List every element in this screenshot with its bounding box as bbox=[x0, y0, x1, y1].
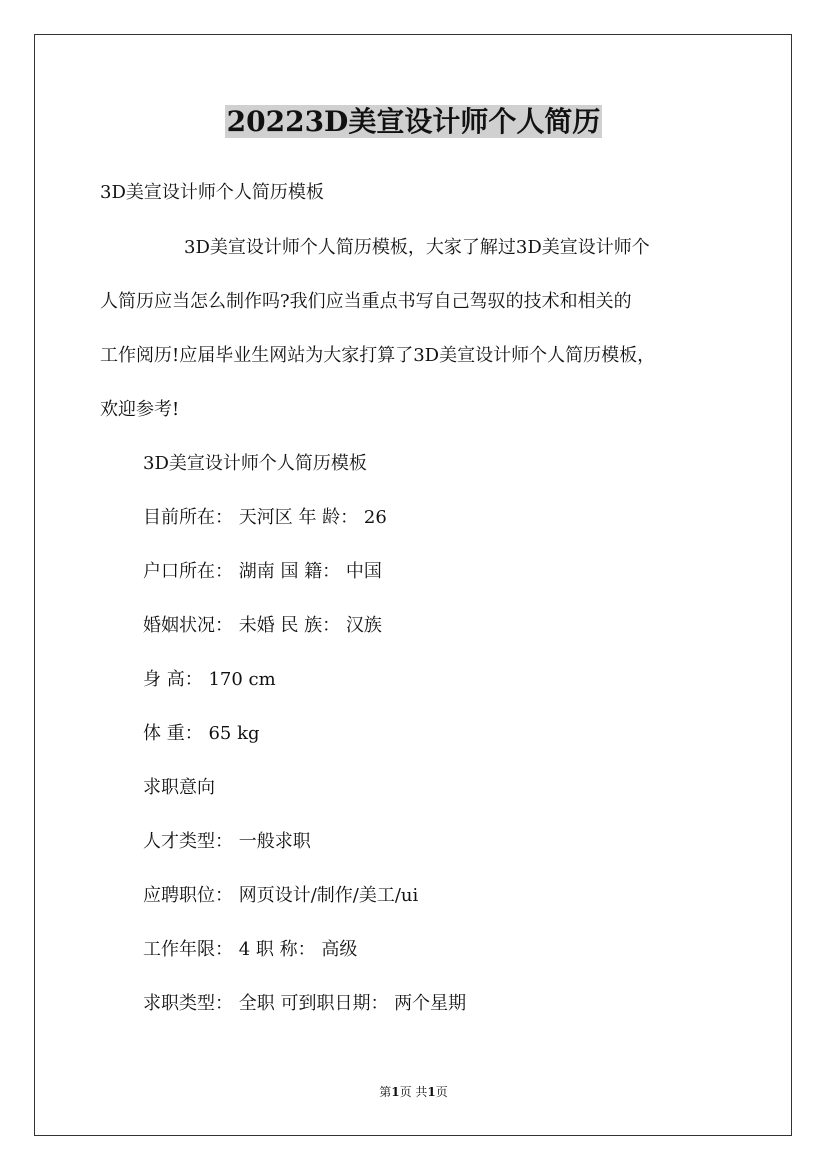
intro-line-4: 欢迎参考! bbox=[100, 399, 180, 420]
info-weight: 体 重： 65 kg bbox=[143, 723, 260, 744]
info-years-title: 工作年限： 4 职 称： 高级 bbox=[143, 939, 358, 960]
page-footer bbox=[0, 1084, 827, 1100]
document-title-text: 20223D美宣设计师个人简历 bbox=[226, 105, 601, 138]
intro-line-3: 工作阅历!应届毕业生网站为大家打算了3D美宣设计师个人简历模板， bbox=[100, 345, 656, 366]
footer-page-total: 1 bbox=[427, 1085, 436, 1099]
section-heading-template: 3D美宣设计师个人简历模板 bbox=[143, 453, 367, 474]
info-location-age: 目前所在： 天河区 年 龄： 26 bbox=[143, 507, 387, 528]
document-title bbox=[0, 100, 827, 144]
intro-line-1: 3D美宣设计师个人简历模板，大家了解过3D美宣设计师个 bbox=[184, 237, 650, 258]
info-talent-type: 人才类型： 一般求职 bbox=[143, 831, 311, 852]
footer-prefix: 第 bbox=[379, 1085, 392, 1099]
info-height: 身 高： 170 cm bbox=[143, 669, 276, 690]
footer-suffix: 页 bbox=[435, 1085, 448, 1099]
info-position: 应聘职位： 网页设计/制作/美工/ui bbox=[143, 885, 419, 906]
info-hukou-nationality: 户口所在： 湖南 国 籍： 中国 bbox=[143, 561, 382, 582]
info-job-type-start: 求职类型： 全职 可到职日期： 两个星期 bbox=[143, 993, 467, 1014]
intro-line-2: 人简历应当怎么制作吗?我们应当重点书写自己驾驭的技术和相关的 bbox=[100, 291, 632, 312]
section-heading-job-intent: 求职意向 bbox=[143, 777, 215, 798]
document-subtitle: 3D美宣设计师个人简历模板 bbox=[100, 182, 324, 203]
footer-page-number: 1 bbox=[391, 1085, 400, 1099]
footer-mid: 页 共 bbox=[399, 1085, 428, 1099]
info-marital-ethnicity: 婚姻状况： 未婚 民 族： 汉族 bbox=[143, 615, 382, 636]
